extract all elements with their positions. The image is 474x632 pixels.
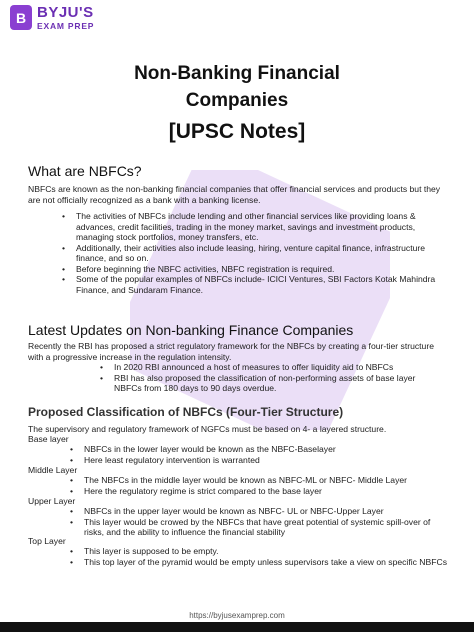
list-item: • This layer would be crowed by the NBFCs that have great potential of systemic spill-over of risks, and the ability to influence the financial stability xyxy=(70,517,450,538)
list-item: • NBFCs in the upper layer would be known as NBFC- UL or NBFC-Upper Layer xyxy=(70,506,450,517)
bullet-list xyxy=(70,546,450,567)
list-item: • Here the regulatory regime is strict compared to the base layer xyxy=(70,486,450,497)
layer-label-top: Top Layer xyxy=(28,536,66,546)
bullet-list xyxy=(70,506,450,538)
list-item: • RBI has also proposed the classification of non-performing assets of base layer NBFCs from 180 days to 90 days overdue. xyxy=(100,373,440,394)
list-item: • The NBFCs in the middle layer would be known as NBFC-ML or NBFC- Middle Layer xyxy=(70,475,450,486)
bullet-list xyxy=(100,362,440,394)
list-item: • Some of the popular examples of NBFCs include- ICICI Ventures, SBI Factors Kotak Mahindra Finance, and Sundaram Finance. xyxy=(62,274,448,295)
paragraph: NBFCs are known as the non-banking financial companies that offer financial services and products but they are not officially recognized as a bank with a banking license. xyxy=(28,184,441,205)
list-item: • Here least regulatory intervention is warranted xyxy=(70,455,450,466)
section-heading-what-are-nbfcs: What are NBFCs? xyxy=(28,163,142,179)
layer-label-base: Base layer xyxy=(28,434,69,444)
list-item: • The activities of NBFCs include lending and other financial services like providing loans & advances, credit facilities, trading in the money market, savings and investment products, managing stock portfolios, money transfers, etc. xyxy=(62,211,448,243)
list-item: • This top layer of the pyramid would be empty unless supervisors take a view on specific NBFCs xyxy=(70,557,450,568)
brand-logo xyxy=(10,5,94,31)
section-heading-latest-updates: Latest Updates on Non-banking Finance Companies xyxy=(28,322,354,338)
footer-url: https://byjusexamprep.com xyxy=(189,611,285,620)
footer-bar xyxy=(0,622,474,632)
bullet-list xyxy=(62,211,448,295)
section-heading-classification: Proposed Classification of NBFCs (Four-Tier Structure) xyxy=(28,405,344,419)
list-item: • This layer is supposed to be empty. xyxy=(70,546,450,557)
paragraph: Recently the RBI has proposed a strict regulatory framework for the NBFCs by creating a four-tier structure with a progressive increase in the regulation intensity. xyxy=(28,341,434,362)
brand-name: BYJU'S xyxy=(37,4,94,21)
brand-sub: EXAM PREP xyxy=(37,21,95,31)
bullet-list xyxy=(70,475,450,496)
page-title-line2: Companies xyxy=(185,90,289,111)
page-title-line1: Non-Banking Financial xyxy=(134,63,340,84)
list-item: • Before beginning the NBFC activities, NBFC registration is required. xyxy=(62,264,448,275)
layer-label-middle: Middle Layer xyxy=(28,465,78,475)
list-item: • Additionally, their activities also include leasing, hiring, venture capital finance, infrastructure finance, and so on. xyxy=(62,243,448,264)
bullet-list xyxy=(70,444,450,465)
list-item: • NBFCs in the lower layer would be known as the NBFC-Baselayer xyxy=(70,444,450,455)
list-item: • In 2020 RBI announced a host of measures to offer liquidity aid to NBFCs xyxy=(100,362,440,373)
logo-mark: B xyxy=(10,5,32,30)
layer-label-upper: Upper Layer xyxy=(28,496,76,506)
page-title-line3: [UPSC Notes] xyxy=(168,120,306,143)
paragraph: The supervisory and regulatory framework of NGFCs must be based on 4- a layered structure. xyxy=(28,424,387,434)
